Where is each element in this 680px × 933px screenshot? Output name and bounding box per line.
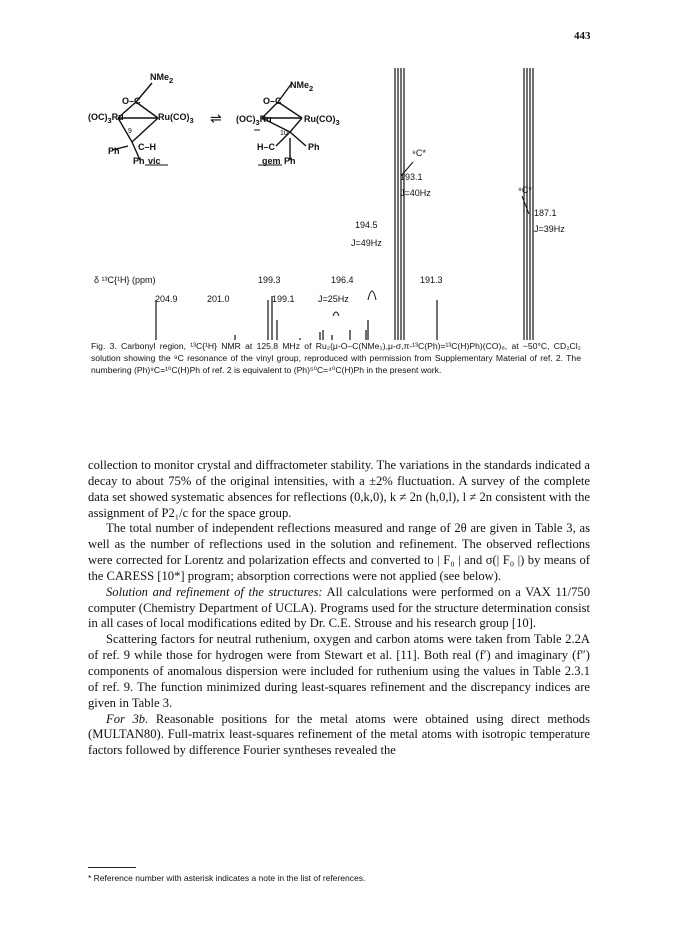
peak-191-3-label: 191.3 [420,275,443,285]
gem-ru-left-label: $(OC)_3Ru$ [236,114,272,127]
gem-hc-label: H–C [257,142,276,152]
gem-ph2-label: Ph [284,156,296,166]
j39-label: J=39Hz [534,224,565,234]
gem-ph1-label: Ph [308,142,320,152]
vic-num-9: 9 [128,128,132,135]
paragraph-1: collection to monitor crystal and diffractometer stability. The variations in the standards indicated a decay to about 75% of the original intensities, with a ±2% fluctuation. A survey of the complete data set showed systematic absences for reflections (0,k,0), k ≠ 2n (h,0,l), l ≠ 2n consistent with the assignment of P2₁/c for the space group. [88,458,590,520]
vic-ru-right-label: $Ru(CO)_3$ [158,112,194,125]
paragraph-4: Scattering factors for neutral ruthenium, oxygen and carbon atoms were taken from Table 2.2A of ref. 9 while those for hydrogen were from Stewart et al. [11]. Both real (f′) and imaginary (f″) components of anomalous dispersion were included for ruthenium using the values in Table 2.3.1 of ref. 9. The function minimized during least-squares refinement and the discrepancy indices are given in Table 3. [88,632,590,710]
body-text [88,458,590,759]
vic-c-label: C–H [138,142,157,152]
peak-arc-b [333,312,339,316]
j49-label: J=49Hz [351,238,382,248]
c9-label-b: ⁹C* [518,185,532,195]
vic-ph1-label: Ph [108,146,120,156]
gem-oc-label: O–C [263,96,282,106]
peak-arc-a [368,291,376,300]
vic-ru-left-label: $(OC)_3Ru$ [88,112,124,125]
paragraph-3: Solution and refinement of the structures: All calculations were performed on a VAX 11/750 computer (Chemistry Department of UCLA). Programs used for the structure determination consist in all cases of local modifications edited by Dr. C.E. Strouse and his research group [10]. [88,584,590,631]
peak-204-9-label: 204.9 [155,294,178,304]
figure-drawing [0,0,680,340]
equilibrium-arrow: ⇌ [210,110,222,126]
peak-187-label: 187.1 [534,208,557,218]
paragraph-2: The total number of independent reflections measured and range of 2θ are given in Table 3, as well as the number of reflections used in the solution and refinement. The observed reflections were corrected for Lorentz and polarization effects and converted to | F₀ | and σ(| F₀ |) by means of the CARESS [10*] program; absorption corrections were not applied (see below). [88,521,590,583]
footnote-rule [88,867,136,868]
vic-label: vic [148,156,161,166]
figure-caption: Fig. 3. Carbonyl region, ¹³C{¹H} NMR at 125.8 MHz of Ru₂(μ-O–C(NMe₂),μ-σ,π-¹³C(Ph)=¹³C(H)Ph)(CO)₆, at −50°C, CD₂Cl₂ solution showing the ⁹C resonance of the vinyl group, reproduced with permission from Supplementary Material of ref. 2. The numbering (Ph)⁹C=¹⁰C(H)Ph of ref. 2 is equivalent to (Ph)⁵⁰C=⁴⁰C(H)Ph in the present work. [91,341,581,375]
j40-label: J=40Hz [400,188,431,198]
gem-nme2-label: NMe$_2$ [290,80,314,93]
paragraph-5: For 3b. Reasonable positions for the metal atoms were obtained using direct methods (MULTAN80). Full-matrix least-squares refinement of the metal atoms with isotropic temperature factors followed by difference Fourier syntheses revealed the [88,711,591,758]
vic-nme2-label: NMe$_2$ [150,72,174,85]
peak-199-3-label: 199.3 [258,275,281,285]
vic-ph2-label: Ph [133,156,145,166]
c9-arrow-b [522,196,529,214]
peak-196-4-label: 196.4 [331,275,354,285]
gem-label: gem [262,156,281,166]
spectrum-axis-label: δ ¹³C{¹H} (ppm) [94,275,156,285]
nmr-figure [0,0,680,340]
footnote: * Reference number with asterisk indicates a note in the list of references. [88,873,366,883]
gem-num-10: 10 [280,130,288,137]
peak-193-label: 193.1 [400,172,423,182]
gem-ru-right-label: $Ru(CO)_3$ [304,114,340,127]
c9-label-a: ⁹C* [412,148,426,158]
page-number: 443 [574,30,591,42]
peak-194-label: 194.5 [355,220,378,230]
vic-oc-label: O–C [122,96,141,106]
j25-label: J=25Hz [318,294,349,304]
peak-201-0-label: 201.0 [207,294,230,304]
peak-199-1-label: 199.1 [272,294,295,304]
